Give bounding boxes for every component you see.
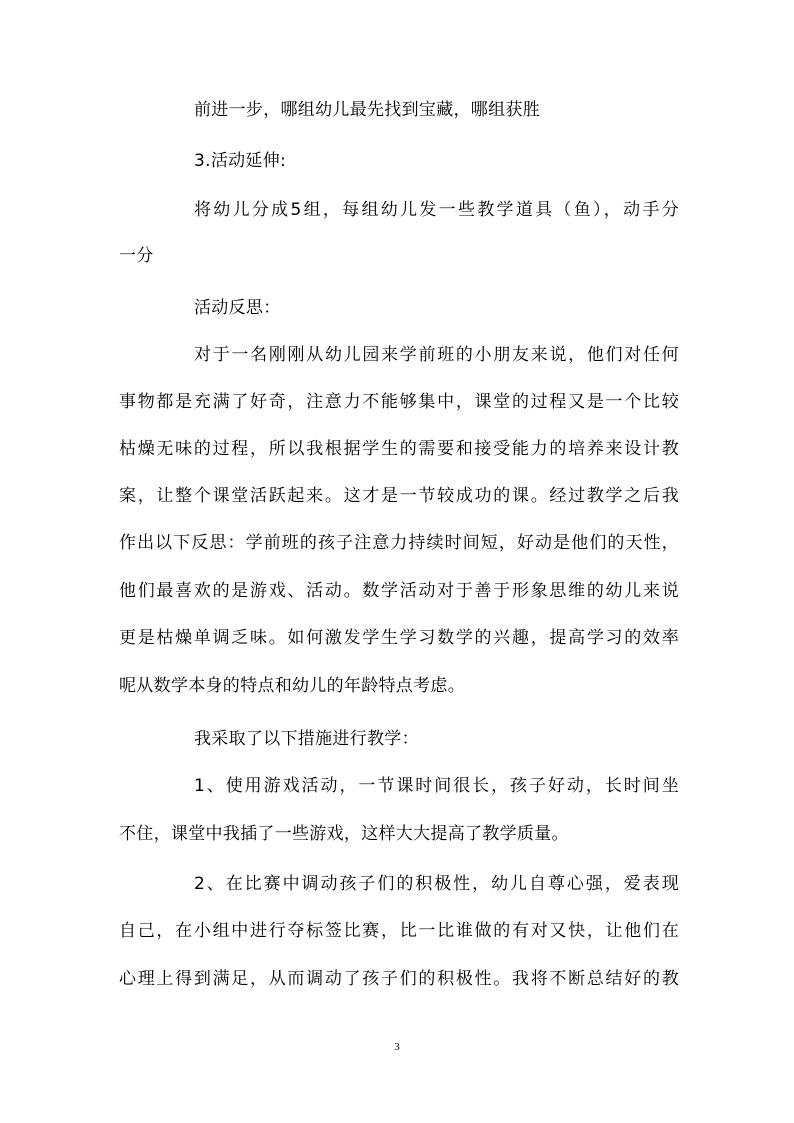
section-heading: 活动反思： — [194, 298, 281, 318]
text-line: 呢从数学本身的特点和幼儿的年龄特点考虑。 — [119, 676, 465, 696]
section-heading: 3.活动延伸: — [194, 151, 287, 171]
text-line: 对于一名刚刚从幼儿园来学前班的小朋友来说，他们对任何 — [194, 345, 679, 365]
text-line: 更是枯燥单调乏味。如何激发学生学习数学的兴趣，提高学习的效率 — [119, 628, 679, 648]
list-item-1: 1、使用游戏活动，一节课时间很长，孩子好动，长时间坐 — [194, 776, 679, 796]
text-line: 前进一步，哪组幼儿最先找到宝藏，哪组获胜 — [194, 100, 540, 120]
text-line: 自己，在小组中进行夺标签比赛，比一比谁做的有对又快，让他们在 — [119, 921, 679, 941]
text-line: 我采取了以下措施进行教学： — [194, 729, 419, 749]
text-line: 不住，课堂中我插了一些游戏，这样大大提高了教学质量。 — [119, 824, 569, 844]
text-line: 一分 — [119, 246, 154, 266]
text-line: 将幼儿分成5组，每组幼儿发一些教学道具（鱼），动手分 — [194, 200, 679, 220]
text-line: 案，让整个课堂活跃起来。这才是一节较成功的课。经过教学之后我 — [119, 486, 679, 506]
text-line: 他们最喜欢的是游戏、活动。数学活动对于善于形象思维的幼儿来说 — [119, 581, 679, 601]
list-item-2: 2、在比赛中调动孩子们的积极性，幼儿自尊心强，爱表现 — [194, 874, 679, 894]
text-line: 事物都是充满了好奇，注意力不能够集中，课堂的过程又是一个比较 — [119, 392, 679, 412]
text-line: 枯燥无味的过程，所以我根据学生的需要和接受能力的培养来设计教 — [119, 439, 679, 459]
text-line: 作出以下反思：学前班的孩子注意力持续时间短，好动是他们的天性， — [119, 533, 679, 553]
page-number: 3 — [394, 1041, 400, 1053]
text-line: 心理上得到满足，从而调动了孩子们的积极性。我将不断总结好的教 — [119, 969, 679, 989]
